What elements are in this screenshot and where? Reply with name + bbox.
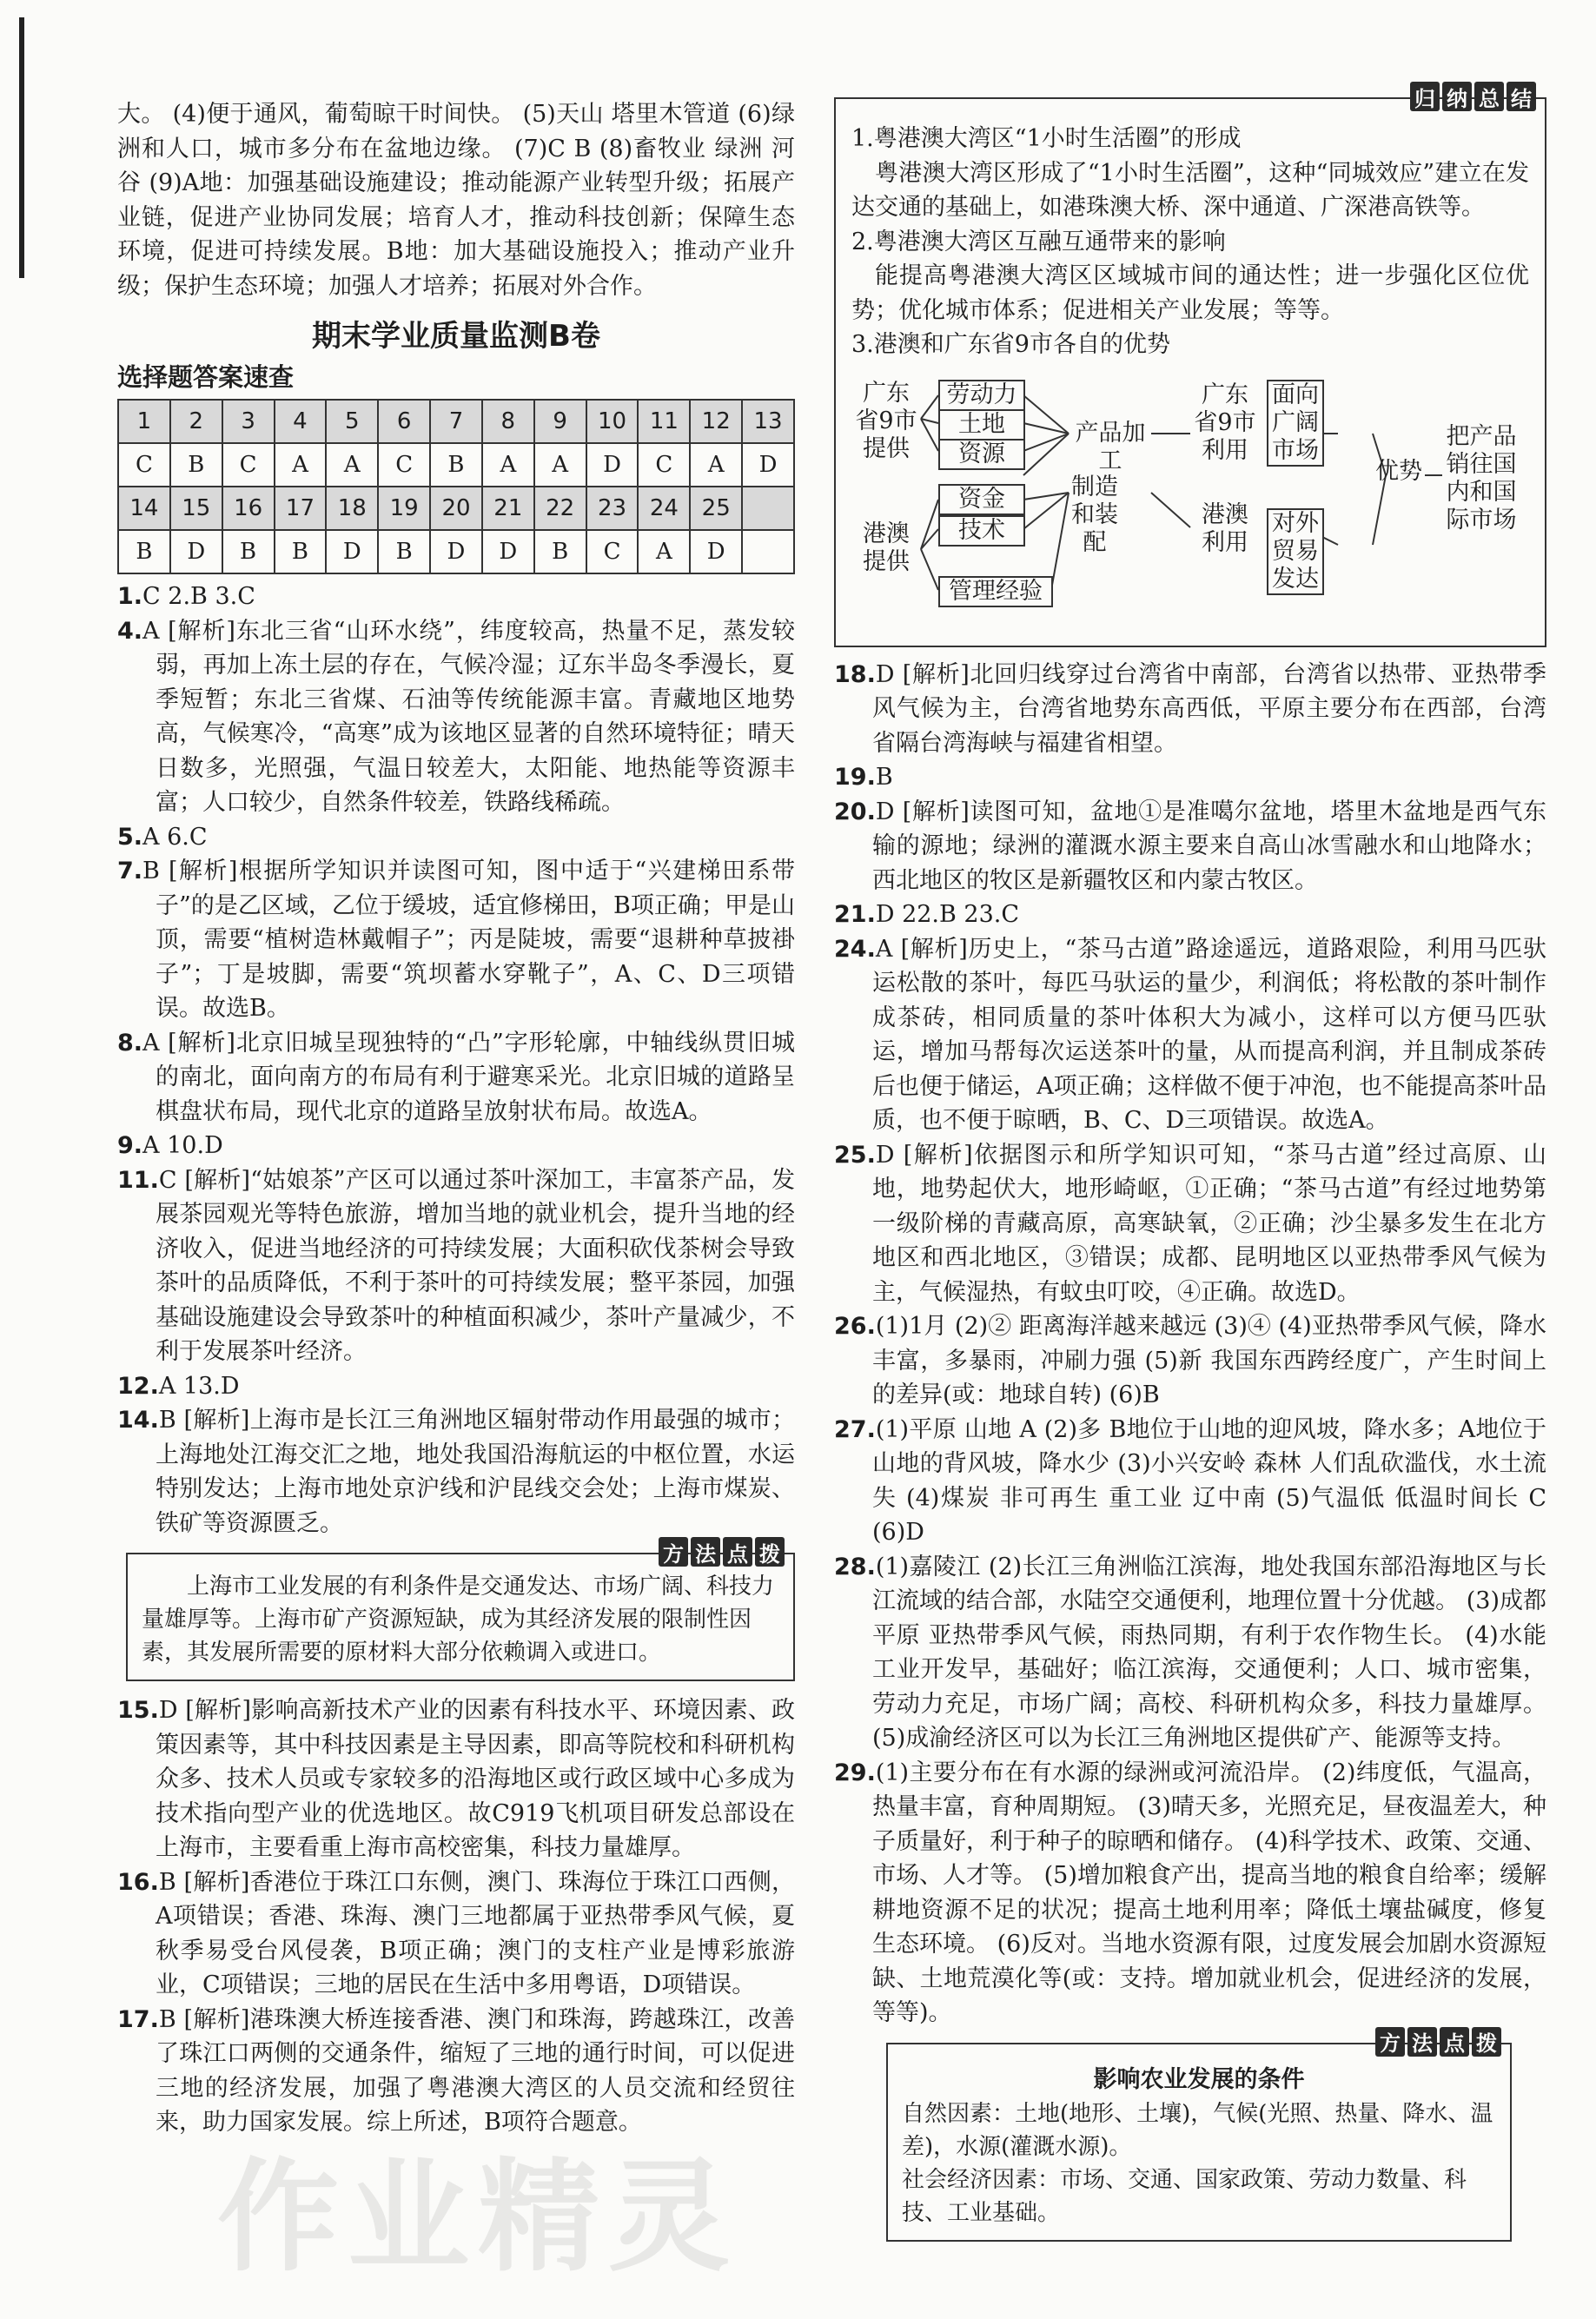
answer-item-text: D [解析]读图可知，盆地①是准噶尔盆地，塔里木盆地是西气东输的源地；绿洲的灌溉水源主要来自高山冰雪融水和山地降水；西北地区的牧区是新疆牧区和内蒙古牧区。 [872,798,1546,894]
answer-cell-1: B [170,443,222,487]
question-number-cell-3: 4 [275,400,327,443]
answer-cell-3: B [275,530,327,573]
diagram-hk-use: 港澳利用 [1202,500,1248,556]
answer-cell-10: C [638,443,690,487]
answer-cell-2: B [222,530,275,573]
diagram-advantage-label: 优势 [1375,457,1422,485]
diagram-mgmt-box: 管理经验 [938,576,1053,607]
answer-item-number: 14. [117,1407,159,1434]
tag-char: 总 [1474,82,1504,111]
answer-cell-12: D [742,443,794,487]
answer-item-number: 11. [117,1166,159,1194]
answer-item-text: A [解析]历史上，“茶马古道”路途遥远，道路艰险，利用马匹驮运松散的茶叶，每匹马驮运的量少，利润低；将松散的茶叶制作成茶砖，相同质量的茶叶体积大为减小，这样可以方便马匹驮运，增加马帮每次运送茶叶的量，从而提高利润，并且制成茶砖后也便于储运，A项正确；这样做不便于冲泡，也不能提高茶叶品质，也不便于晾晒，B、C、D三项错误。故选A。 [872,935,1546,1134]
question-number-cell-12: 13 [742,400,794,443]
answer-cell-5: B [378,530,430,573]
left-answer-list [117,580,795,1540]
answer-item [834,898,1546,932]
question-number-cell-10: 11 [638,400,690,443]
tag-char: 法 [1407,2027,1437,2057]
question-number-cell-8: 9 [534,400,586,443]
quick-answer-subtitle: 选择题答案速查 [117,362,295,392]
answer-item-text: C [解析]“姑娘茶”产区可以通过茶叶深加工，丰富茶产品，发展茶园观光等特色旅游，增加当地的就业机会，提升当地的经济收入，促进当地经济的可持续发展；大面积砍伐茶树会导致茶叶的品质降低，不利于茶叶的可持续发展；整平茶园，加强基础设施建设会导致茶叶的种植面积减少，茶叶产量减少，不利于发展茶叶经济。 [156,1166,795,1365]
answer-item [117,1163,795,1369]
answer-table-row-answers-1 [118,443,794,487]
answer-table-row-numbers-2 [118,487,794,530]
tag-char: 方 [659,1537,688,1567]
answer-item [117,820,795,855]
right-answer-list [834,658,1546,2031]
tag-char: 点 [723,1537,752,1567]
method-tip-tag-2 [1375,2027,1501,2057]
diagram-manufacture-label: 制造和装配 [1071,473,1118,556]
answer-cell-5: C [378,443,430,487]
answer-item [834,658,1546,761]
answer-item-number: 5. [117,823,143,851]
answer-item-text: A [解析]北京旧城呈现独特的“凸”字形轮廓，中轴线纵贯旧城的南北，面向南方的布局有利于避寒采光。北京旧城的道路呈棋盘状布局，现代北京的道路呈放射状布局。故选A。 [142,1029,795,1125]
watermark-text: 作业精灵 [217,2147,739,2289]
tag-char: 结 [1507,82,1536,111]
question-number-cell-12 [742,487,794,530]
answer-item [117,580,795,614]
answer-item-number: 7. [117,858,143,885]
answer-item [834,795,1546,898]
answer-item-text: A [解析]东北三省“山环水绕”，纬度较高，热量不足，蒸发较弱，再加上冻土层的存在，气候冷湿；辽东半岛冬季漫长，夏季短暂；东北三省煤、石油等传统能源丰富。青藏地区地势高，气候寒冷，“高寒”成为该地区显著的自然环境特征；晴天日数多，光照强，气温日较差大，太阳能、地热能等资源丰富；人口较少，自然条件较差，铁路线稀疏。 [142,617,795,816]
answer-item [834,1413,1546,1550]
question-number-cell-0: 14 [118,487,170,530]
answer-item [117,614,795,820]
answer-cell-6: D [430,530,482,573]
diagram-sell-label: 把产品销往国内和国际市场 [1446,422,1517,533]
diagram-resource-box: 资源 [938,439,1025,470]
answer-cell-6: B [430,443,482,487]
exam-title: 期末学业质量监测B卷 [312,319,600,354]
answer-item-text: D [解析]北回归线穿过台湾省中南部，台湾省以热带、亚热带季风气候为主，台湾省地势东高西低，平原主要分布在西部，台湾省隔台湾海峡与福建省相望。 [872,660,1546,757]
question-number-cell-7: 21 [482,487,534,530]
question-number-cell-5: 6 [378,400,430,443]
method-tip-2-social: 社会经济因素：市场、交通、国家政策、劳动力数量、科技、工业基础。 [902,2166,1467,2226]
question-number-cell-9: 23 [586,487,639,530]
answer-cell-3: A [275,443,327,487]
answer-cell-1: D [170,530,222,573]
answer-item [834,1309,1546,1413]
answer-item-number: 16. [117,1868,159,1896]
answer-item-text: (1)嘉陵江 (2)长江三角洲临江滨海，地处我国东部沿海地区与长江流域的结合部，水陆空交通便利，地理位置十分优越。 (3)成都平原 亚热带季风气候，雨热同期，有利于农作物生长。 (4)水能 工业开发早，基础好；临江滨海，交通便利；人口、城市密集，劳动力充足，市场广阔；高校、科研机构众多，科技力量雄厚。 (5)成渝经济区可以为长江三角洲地区提供矿产、能源等支持。 [872,1553,1546,1752]
answer-item-text: B [875,764,893,791]
method-tip-2-natural: 自然因素：土地(地形、土壤)，气候(光照、热量、降水、温差)，水源(灌溉水源)。 [902,2100,1493,2160]
question-number-cell-4: 18 [326,487,378,530]
question-number-cell-2: 16 [222,487,275,530]
continued-answer: 大。 (4)便于通风，葡萄晾干时间快。 (5)天山 塔里木管道 (6)绿洲和人口，城市多分布在盆地边缘。 (7)C B (8)畜牧业 绿洲 河谷 (9)A地：加强基础设施建设；推动能源产业转型升级；拓展产业链，促进产业协同发展；培育人才，推动科技创新；保障生态环境，促进可持续发展。B地：加大基础设施投入；推动产业升级；保护生态环境；加强人才培养；拓展对外合作。 [117,101,795,300]
tag-char: 纳 [1442,82,1472,111]
answer-item-number: 19. [834,764,876,791]
answer-item [834,1756,1546,2031]
question-number-cell-8: 22 [534,487,586,530]
diagram-labor-box: 劳动力 [938,380,1025,411]
question-number-cell-4: 5 [326,400,378,443]
question-number-cell-7: 8 [482,400,534,443]
answer-table-row-numbers-1 [118,400,794,443]
question-number-cell-1: 2 [170,400,222,443]
answer-item-number: 12. [117,1372,159,1400]
question-number-cell-2: 3 [222,400,275,443]
tag-char: 拨 [755,1537,785,1567]
diagram-process-label: 产品加工 [1075,419,1146,474]
summary-tag [1410,82,1536,111]
question-number-cell-0: 1 [118,400,170,443]
advantage-diagram [851,371,1529,632]
answer-item [834,932,1546,1138]
answer-item-number: 25. [834,1141,876,1169]
answer-item-number: 29. [834,1759,876,1786]
edge-bar [19,17,24,278]
answer-cell-7: D [482,530,534,573]
answer-item-text: D [解析]影响高新技术产业的因素有科技水平、环境因素、政策因素等，其中科技因素是主导因素，即高等院校和科研机构众多、技术人员或专家较多的沿海地区或行政区域中心多成为技术指向型产业的优选地区。故C919飞机项目研发总部设在上海市，主要看重上海市高校密集，科技力量雄厚。 [156,1697,795,1861]
answer-cell-8: A [534,443,586,487]
answer-item-text: D 22.B 23.C [875,901,1020,928]
diagram-gd-provide: 广东省9市提供 [855,379,917,462]
answer-item-text: B [解析]香港位于珠江口东侧，澳门、珠海位于珠江口西侧，A项错误；香港、珠海、澳门三地都属于亚热带季风气候，夏秋季易受台风侵袭，B项正确；澳门的支柱产业是博彩旅游业，C项错误；三地的居民在生活中多用粤语，D项错误。 [156,1868,795,1998]
answer-item-number: 24. [834,935,876,963]
answer-cell-11: D [690,530,742,573]
question-number-cell-5: 19 [378,487,430,530]
summary-point-1-text: 粤港澳大湾区形成了“1小时生活圈”，这种“同城效应”建立在发达交通的基础上，如港珠澳大桥、深中通道、广深港高铁等。 [851,159,1529,221]
answer-item-number: 1. [117,583,143,610]
answer-cell-8: B [534,530,586,573]
answer-cell-4: D [326,530,378,573]
summary-point-2-text: 能提高粤港澳大湾区区域城市间的通达性；进一步强化区位优势；优化城市体系；促进相关产业发展；等等。 [851,262,1529,324]
answer-item-number: 17. [117,2005,159,2033]
answer-item-number: 28. [834,1553,876,1580]
diagram-tech-box: 技术 [938,515,1025,547]
answer-cell-4: A [326,443,378,487]
question-number-cell-6: 20 [430,487,482,530]
tag-char: 法 [691,1537,720,1567]
answer-item [834,1550,1546,1756]
answer-item [117,1369,795,1404]
diagram-gd-use: 广东省9市利用 [1194,381,1256,464]
summary-box [834,86,1546,647]
tag-char: 方 [1375,2027,1405,2057]
answer-item-text: (1)平原 山地 A (2)多 B地位于山地的迎风坡，降水多；A地位于山地的背风坡，降水少 (3)小兴安岭 森林 人们乱砍滥伐，水土流失 (4)煤炭 非可再生 重工业 辽中南 (5)气温低 低温时间长 C (6)D [872,1415,1546,1546]
question-number-cell-9: 10 [586,400,639,443]
summary-point-2: 2.粤港澳大湾区互融互通带来的影响 [851,228,1226,255]
diagram-market-box: 面向广阔市场 [1267,380,1324,467]
diagram-hk-provide: 港澳提供 [863,520,910,575]
answer-item-text: (1)主要分布在有水源的绿洲或河流沿岸。 (2)纬度低，气温高，热量丰富，育种周期短。 (3)晴天多，光照充足，昼夜温差大，种子质量好，利于种子的晾晒和储存。 (4)科学技术、政策、交通、市场、人才等。 (5)增加粮食产出，提高当地的粮食自给率；缓解耕地资源不足的状况；提高土地利用率；降低土壤盐碱度，修复生态环境。 (6)反对。当地水资源有限，过度发展会加剧水资源短缺、土地荒漠化等(或：支持。增加就业机会，促进经济的发展，等等)。 [872,1759,1546,2026]
answer-item-text: B [解析]根据所学知识并读图可知，图中适于“兴建梯田系带子”的是乙区域，乙位于缓坡，适宜修梯田，B项正确；甲是山顶，需要“植树造林戴帽子”；丙是陡坡，需要“退耕种草披褂子”；丁是坡脚，需要“筑坝蓄水穿靴子”，A、C、D三项错误。故选B。 [142,858,795,1022]
answer-item-text: A 13.D [158,1372,240,1400]
answer-cell-2: C [222,443,275,487]
answer-item-number: 4. [117,617,143,645]
summary-point-3: 3.港澳和广东省9市各自的优势 [851,331,1170,358]
answer-item [117,1129,795,1163]
answer-item [834,760,1546,795]
question-number-cell-1: 15 [170,487,222,530]
answer-item-text: (1)1月 (2)② 距离海洋越来越远 (3)④ (4)亚热带季风气候，降水丰富，多暴雨，冲刷力强 (5)新 我国东西跨经度广，产生时间上的差异(或：地球自转) (6)B [872,1313,1546,1408]
answer-item-number: 20. [834,798,876,825]
answer-item [117,1693,795,1865]
answer-cell-12 [742,530,794,573]
answer-item-number: 18. [834,660,876,688]
answer-item-text: C 2.B 3.C [142,583,255,610]
method-tip-tag [659,1537,785,1567]
method-tip-2-title: 影响农业发展的条件 [1093,2065,1305,2093]
question-number-cell-6: 7 [430,400,482,443]
answer-cell-11: A [690,443,742,487]
answer-item-number: 15. [117,1697,159,1724]
answer-item [117,1026,795,1130]
question-number-cell-10: 24 [638,487,690,530]
tag-char: 归 [1410,82,1440,111]
question-number-cell-11: 25 [690,487,742,530]
answer-item-number: 27. [834,1415,876,1443]
answer-item-text: D [解析]依据图示和所学知识可知，“茶马古道”经过高原、山地，地势起伏大，地形崎岖，①正确；“茶马古道”有经过地势第一级阶梯的青藏高原，高寒缺氧，②正确；沙尘暴多发生在北方地区和西北地区，③错误；成都、昆明地区以亚热带季风气候为主，气候湿热，有蚊虫叮咬，④正确。故选D。 [872,1141,1546,1306]
right-column [834,86,1546,2242]
answer-item [117,2003,795,2140]
answer-item-text: B [解析]港珠澳大桥连接香港、澳门和珠海，跨越珠江，改善了珠江口两侧的交通条件，缩短了三地的通行时间，可以促进三地的经济发展，加强了粤港澳大湾区的人员交流和经贸往来，助力国家发展。综上所述，B项符合题意。 [156,2005,795,2136]
answer-item-number: 8. [117,1029,143,1057]
answer-table-row-answers-2 [118,530,794,573]
question-number-cell-3: 17 [275,487,327,530]
left-column [117,97,795,2140]
answer-cell-10: A [638,530,690,573]
diagram-capital-box: 资金 [938,484,1025,515]
method-tip-box-2 [886,2031,1512,2242]
summary-point-1: 1.粤港澳大湾区“1小时生活圈”的形成 [851,125,1242,152]
answer-cell-9: C [586,530,639,573]
answer-item-number: 21. [834,901,876,928]
answer-cell-9: D [586,443,639,487]
diagram-trade-box: 对外贸易发达 [1267,508,1324,595]
answer-item [834,1138,1546,1310]
diagram-land-box: 土地 [938,409,1025,441]
answer-item-number: 26. [834,1313,876,1340]
answer-item-text: B [解析]上海市是长江三角洲地区辐射带动作用最强的城市；上海地处江海交汇之地，地处我国沿海航运的中枢位置，水运特别发达；上海市地处京沪线和沪昆线交会处；上海市煤炭、铁矿等资源匮乏。 [156,1407,795,1537]
answer-item [117,1865,795,2003]
tag-char: 点 [1440,2027,1469,2057]
tag-char: 拨 [1472,2027,1501,2057]
method-tip-text: 上海市工业发展的有利条件是交通发达、市场广阔、科技力量雄厚等。上海市矿产资源短缺，成为其经济发展的限制性因素，其发展所需要的原材料大部分依赖调入或进口。 [142,1574,775,1666]
method-tip-box-1 [126,1541,795,1681]
answer-table [117,399,795,574]
answer-cell-0: C [118,443,170,487]
left-answer-list-2 [117,1693,795,2140]
answer-cell-7: A [482,443,534,487]
answer-item [117,854,795,1026]
answer-item-number: 9. [117,1132,143,1159]
question-number-cell-11: 12 [690,400,742,443]
answer-cell-0: B [118,530,170,573]
answer-item-text: A 6.C [142,823,208,851]
answer-item-text: A 10.D [142,1132,223,1159]
answer-item [117,1403,795,1540]
